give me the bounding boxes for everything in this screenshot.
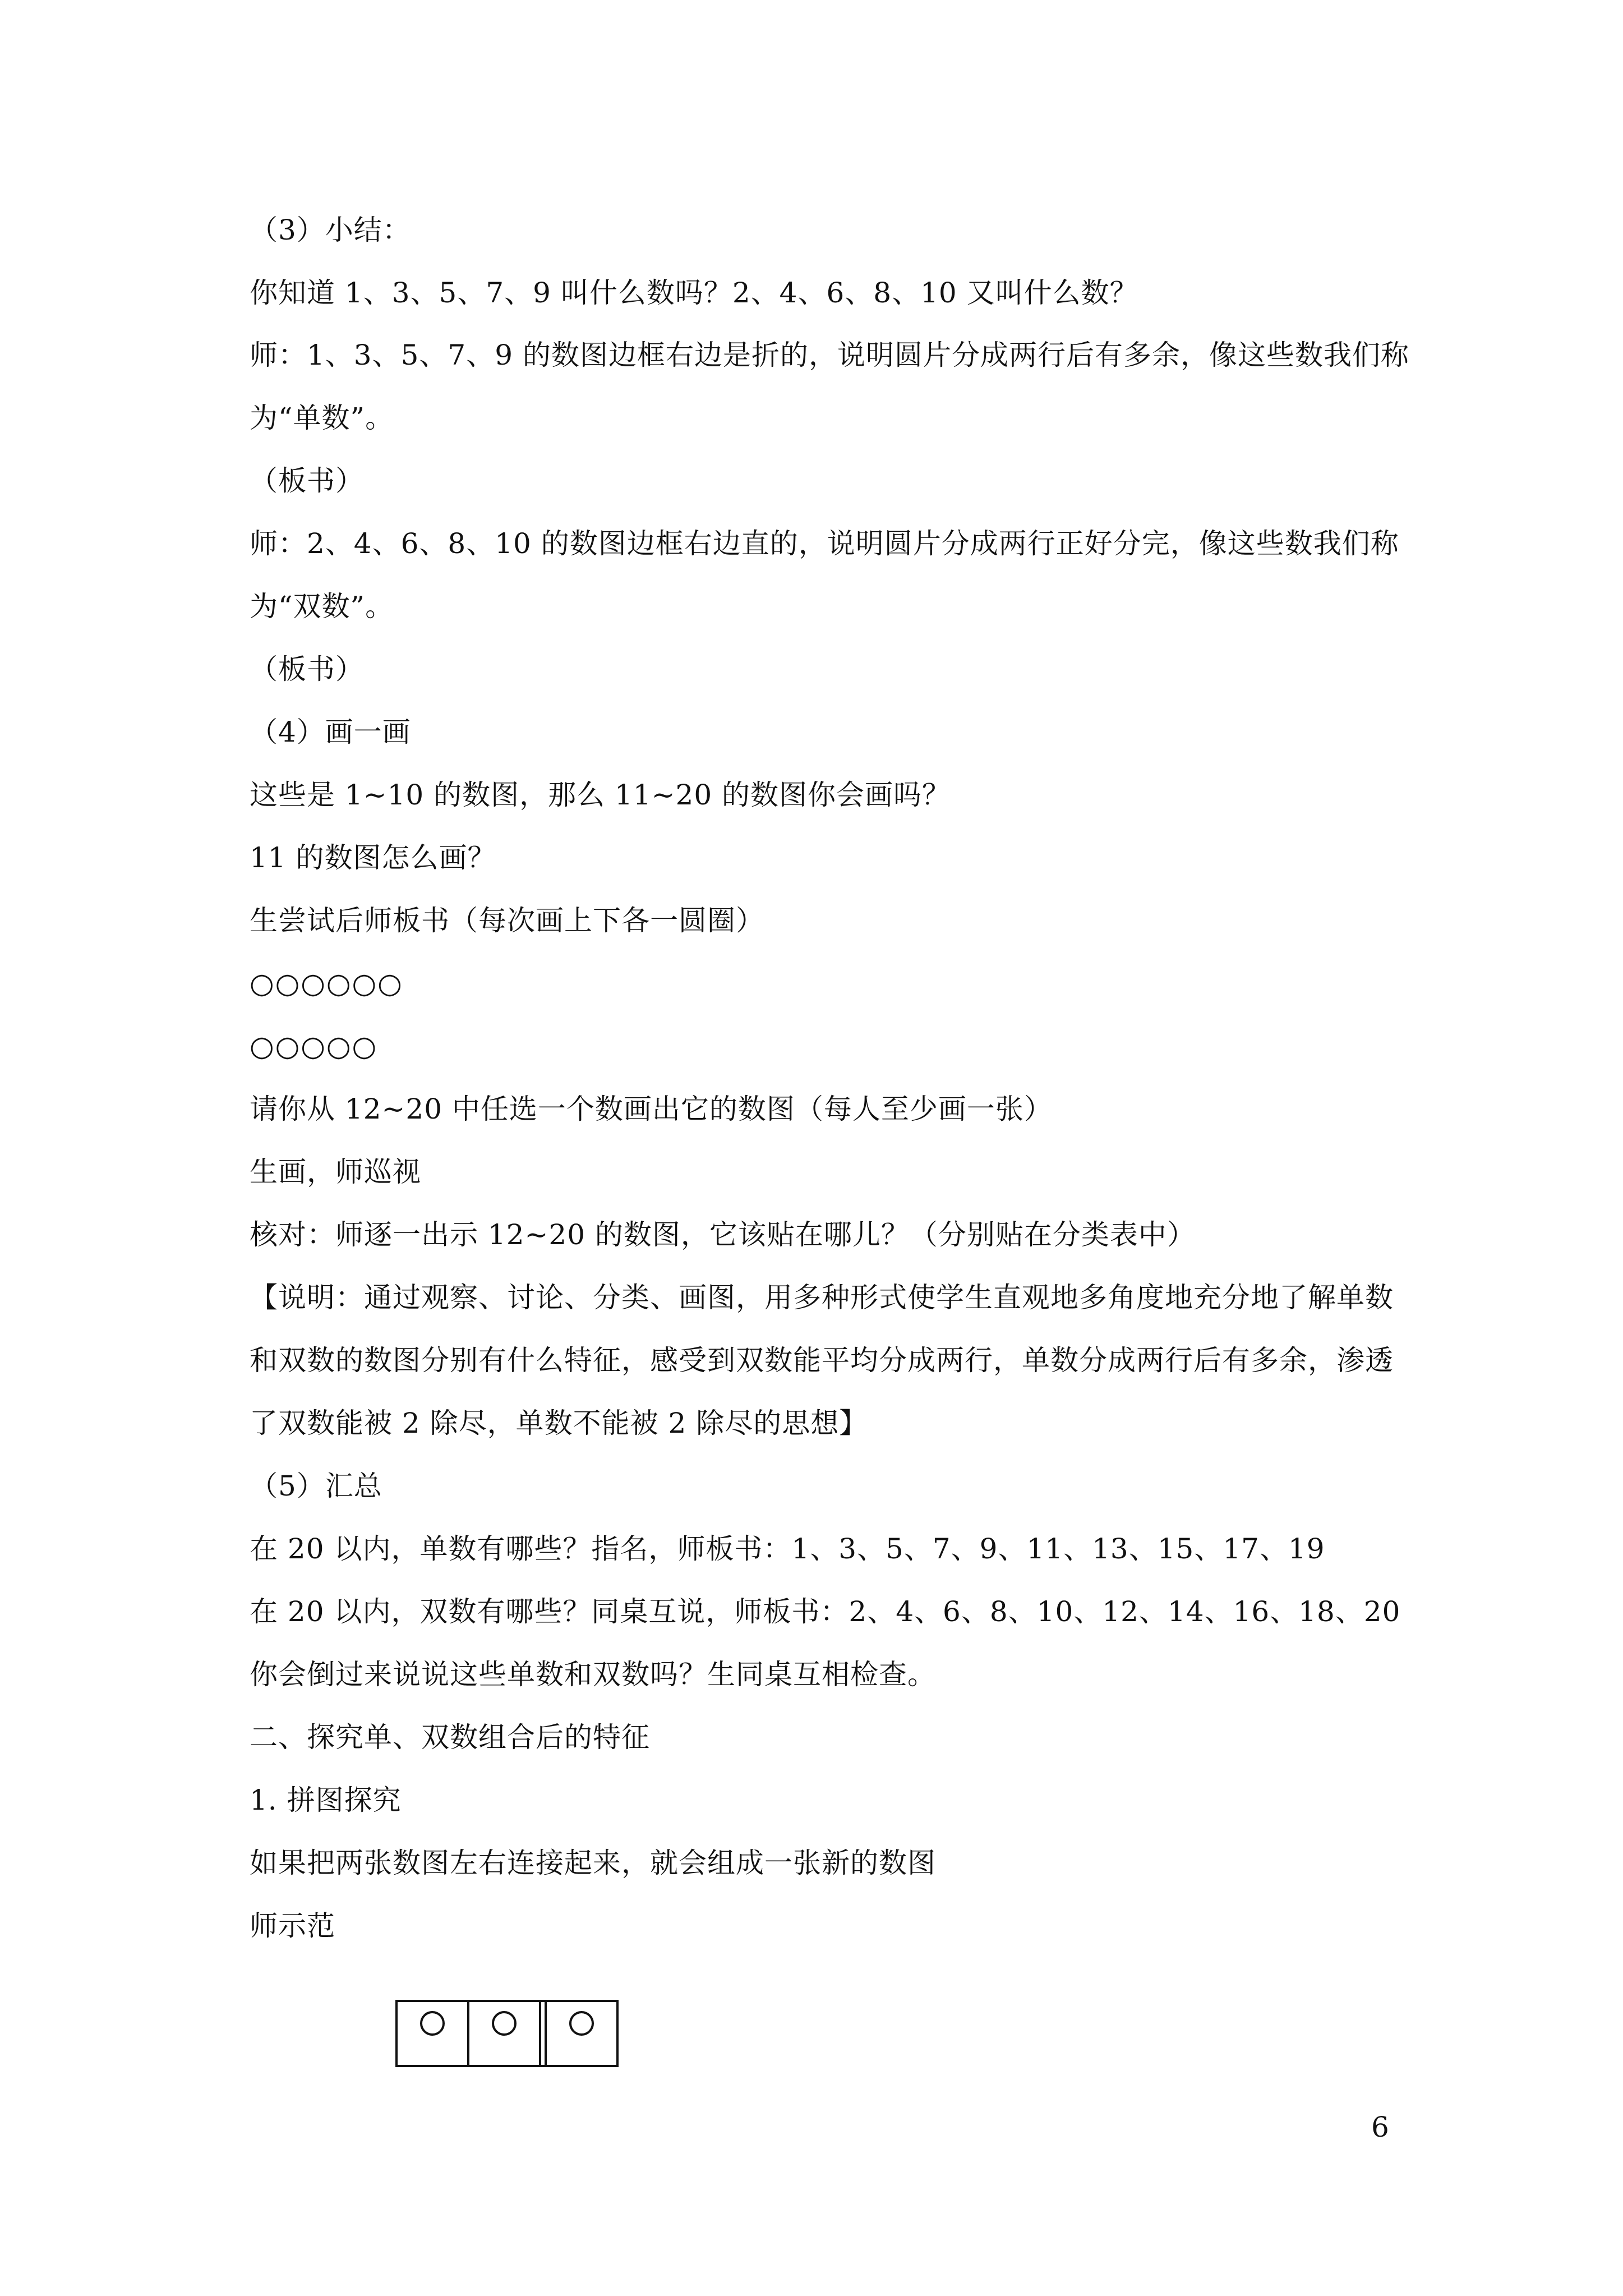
text-line: 请你从 12~20 中任选一个数画出它的数图（每人至少画一张）	[250, 1093, 1053, 1125]
note-line: 了双数能被 2 除尽，单数不能被 2 除尽的思想】	[250, 1407, 868, 1439]
diagram-cell	[545, 2002, 616, 2065]
text-line: 师：1、3、5、7、9 的数图边框右边是折的，说明圆片分成两行后有多余，像这些数我们称	[250, 339, 1409, 371]
note-line: 和双数的数图分别有什么特征，感受到双数能平均分成两行，单数分成两行后有多余，渗透	[250, 1344, 1394, 1377]
circle-row-top: ○○○○○○	[250, 967, 403, 1000]
circle-shape	[492, 2011, 517, 2036]
text-line: 在 20 以内，双数有哪些？同桌互说，师板书：2、4、6、8、10、12、14、16、18、20	[250, 1595, 1401, 1628]
text-line: 11 的数图怎么画？	[250, 841, 496, 874]
text-line: 师：2、4、6、8、10 的数图边框右边直的，说明圆片分成两行正好分完，像这些数我们称	[250, 527, 1399, 560]
number-diagram	[395, 2000, 619, 2067]
diagram-cell	[469, 2002, 541, 2065]
text-line: 生尝试后师板书（每次画上下各一圆圈）	[250, 904, 764, 937]
text-line: 为“单数”。	[250, 402, 394, 434]
text-line: （4）画一画	[250, 716, 411, 748]
text-line: 如果把两张数图左右连接起来，就会组成一张新的数图	[250, 1847, 936, 1879]
note-line: 【说明：通过观察、讨论、分类、画图，用多种形式使学生直观地多角度地充分地了解单数	[250, 1281, 1394, 1314]
section-heading: 二、探究单、双数组合后的特征	[250, 1721, 650, 1754]
circle-row-bottom: ○○○○○	[250, 1030, 378, 1062]
text-line: 你会倒过来说说这些单数和双数吗？生同桌互相检查。	[250, 1658, 936, 1691]
text-line: 为“双数”。	[250, 590, 394, 623]
text-line: 核对：师逐一出示 12~20 的数图，它该贴在哪儿？（分别贴在分类表中）	[250, 1218, 1196, 1251]
text-line: 在 20 以内，单数有哪些？指名，师板书：1、3、5、7、9、11、13、15、17、19	[250, 1533, 1325, 1565]
text-line: 你知道 1、3、5、7、9 叫什么数吗？2、4、6、8、10 又叫什么数？	[250, 277, 1138, 309]
text-line: 师示范	[250, 1910, 335, 1942]
text-line: （3）小结：	[250, 214, 411, 246]
subsection-heading: 1. 拼图探究	[250, 1784, 402, 1816]
page-number: 6	[1371, 2111, 1389, 2143]
text-line: （板书）	[250, 464, 364, 497]
diagram-cell	[398, 2002, 469, 2065]
text-line: 这些是 1~10 的数图，那么 11~20 的数图你会画吗？	[250, 779, 951, 811]
circle-shape	[420, 2011, 445, 2036]
text-line: 生画，师巡视	[250, 1156, 421, 1188]
text-line: （板书）	[250, 653, 364, 685]
circle-shape	[569, 2011, 594, 2036]
text-line: （5）汇总	[250, 1470, 382, 1502]
